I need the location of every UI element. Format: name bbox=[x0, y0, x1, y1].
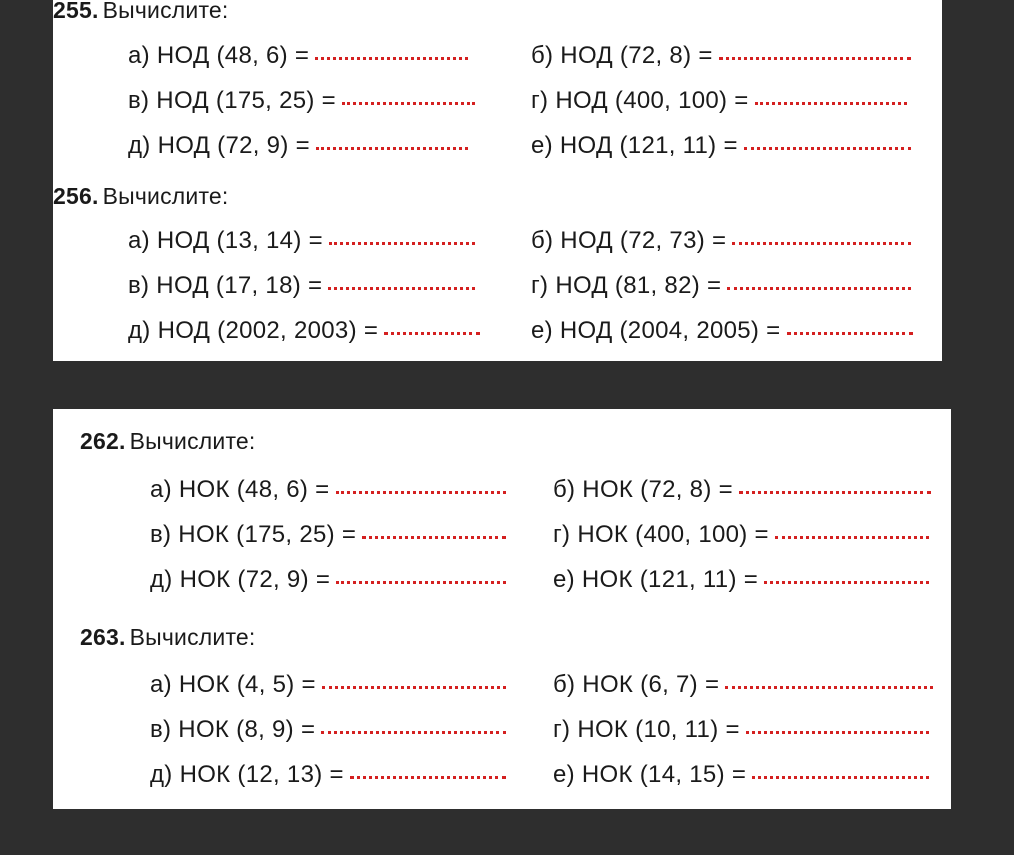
task-number: 262. bbox=[80, 428, 126, 454]
exercise-label: е) НОК (121, 11) = bbox=[553, 566, 759, 593]
answer-blank bbox=[725, 686, 933, 689]
exercise-item bbox=[150, 716, 506, 744]
exercise-item bbox=[128, 87, 475, 115]
exercise-label: в) НОД (175, 25) = bbox=[128, 87, 336, 114]
answer-blank bbox=[362, 536, 506, 539]
exercise-item bbox=[150, 671, 506, 699]
exercise-item bbox=[531, 42, 911, 70]
exercise-label: г) НОД (400, 100) = bbox=[531, 87, 749, 114]
answer-blank bbox=[727, 287, 911, 290]
task-262-header bbox=[80, 428, 256, 455]
exercise-item bbox=[150, 476, 506, 504]
task-263-header bbox=[80, 624, 256, 651]
exercise-item bbox=[553, 671, 933, 699]
task-instruction: Вычислите: bbox=[102, 183, 229, 209]
answer-blank bbox=[746, 731, 929, 734]
exercise-label: д) НОД (72, 9) = bbox=[128, 132, 310, 159]
answer-blank bbox=[764, 581, 929, 584]
exercise-item bbox=[553, 761, 929, 789]
exercise-label: д) НОД (2002, 2003) = bbox=[128, 317, 379, 344]
exercise-label: в) НОД (17, 18) = bbox=[128, 272, 323, 299]
answer-blank bbox=[315, 57, 468, 60]
exercise-label: д) НОК (12, 13) = bbox=[150, 761, 344, 788]
exercise-label: е) НОД (2004, 2005) = bbox=[531, 317, 781, 344]
exercise-label: а) НОД (48, 6) = bbox=[128, 42, 310, 69]
exercise-item bbox=[553, 476, 931, 504]
answer-blank bbox=[329, 242, 475, 245]
exercise-item bbox=[150, 566, 506, 594]
answer-blank bbox=[384, 332, 480, 335]
task-255-header bbox=[53, 0, 229, 24]
answer-blank bbox=[744, 147, 911, 150]
exercise-label: е) НОК (14, 15) = bbox=[553, 761, 747, 788]
exercise-item bbox=[531, 132, 911, 160]
task-instruction: Вычислите: bbox=[129, 624, 256, 650]
exercise-label: г) НОД (81, 82) = bbox=[531, 272, 722, 299]
task-number: 256. bbox=[53, 183, 99, 209]
answer-blank bbox=[316, 147, 468, 150]
exercise-label: б) НОК (6, 7) = bbox=[553, 671, 720, 698]
exercise-label: в) НОК (175, 25) = bbox=[150, 521, 357, 548]
answer-blank bbox=[322, 686, 506, 689]
answer-blank bbox=[755, 102, 907, 105]
exercise-item bbox=[128, 272, 475, 300]
answer-blank bbox=[342, 102, 475, 105]
task-number: 263. bbox=[80, 624, 126, 650]
exercise-item bbox=[150, 761, 506, 789]
answer-blank bbox=[719, 57, 911, 60]
exercise-item bbox=[128, 317, 480, 345]
exercise-label: е) НОД (121, 11) = bbox=[531, 132, 738, 159]
answer-blank bbox=[350, 776, 506, 779]
task-instruction: Вычислите: bbox=[102, 0, 229, 23]
exercise-item bbox=[553, 566, 929, 594]
exercise-label: б) НОД (72, 8) = bbox=[531, 42, 713, 69]
task-instruction: Вычислите: bbox=[129, 428, 256, 454]
exercise-label: а) НОД (13, 14) = bbox=[128, 227, 323, 254]
exercise-label: б) НОК (72, 8) = bbox=[553, 476, 733, 503]
exercise-label: а) НОК (4, 5) = bbox=[150, 671, 316, 698]
answer-blank bbox=[752, 776, 929, 779]
answer-blank bbox=[775, 536, 929, 539]
answer-blank bbox=[732, 242, 911, 245]
exercise-label: д) НОК (72, 9) = bbox=[150, 566, 331, 593]
task-256-header bbox=[53, 183, 229, 210]
exercise-item bbox=[531, 272, 911, 300]
exercise-item bbox=[531, 227, 911, 255]
answer-blank bbox=[336, 581, 506, 584]
exercise-item bbox=[150, 521, 506, 549]
exercise-item bbox=[531, 317, 913, 345]
exercise-item bbox=[128, 227, 475, 255]
answer-blank bbox=[739, 491, 931, 494]
worksheet-card-lcm bbox=[53, 409, 951, 809]
worksheet-card-gcd bbox=[53, 0, 942, 361]
exercise-item bbox=[553, 716, 929, 744]
exercise-item bbox=[128, 42, 468, 70]
task-number: 255. bbox=[53, 0, 99, 23]
answer-blank bbox=[321, 731, 506, 734]
answer-blank bbox=[328, 287, 475, 290]
exercise-item bbox=[531, 87, 907, 115]
exercise-label: г) НОК (400, 100) = bbox=[553, 521, 769, 548]
answer-blank bbox=[336, 491, 506, 494]
exercise-label: г) НОК (10, 11) = bbox=[553, 716, 740, 743]
answer-blank bbox=[787, 332, 914, 335]
exercise-label: а) НОК (48, 6) = bbox=[150, 476, 330, 503]
exercise-label: б) НОД (72, 73) = bbox=[531, 227, 727, 254]
exercise-label: в) НОК (8, 9) = bbox=[150, 716, 316, 743]
exercise-item bbox=[553, 521, 929, 549]
exercise-item bbox=[128, 132, 468, 160]
